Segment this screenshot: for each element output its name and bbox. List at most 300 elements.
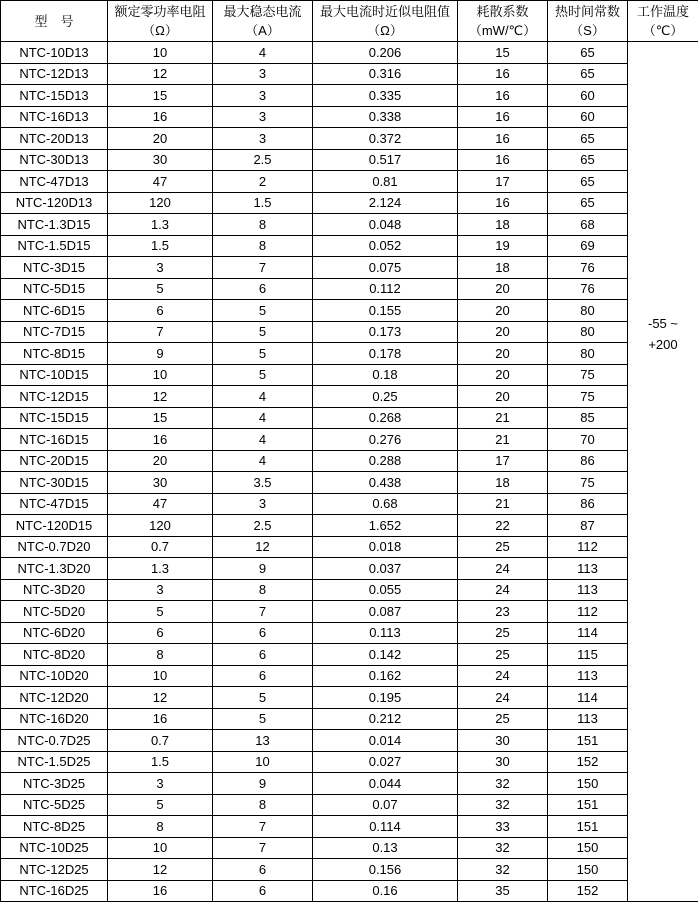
cell-rated-zero-power-resistance: 20 [108, 128, 213, 150]
cell-thermal-time-constant: 151 [548, 730, 628, 752]
cell-approx-resistance-at-max-current: 0.517 [313, 149, 458, 171]
cell-dissipation-coefficient: 18 [458, 257, 548, 279]
cell-model: NTC-16D25 [1, 880, 108, 902]
cell-rated-zero-power-resistance: 10 [108, 837, 213, 859]
cell-rated-zero-power-resistance: 12 [108, 687, 213, 709]
header-cell-rated-zero-power-resistance [108, 1, 213, 42]
header-unit: （S） [570, 23, 605, 38]
cell-thermal-time-constant: 76 [548, 278, 628, 300]
cell-model: NTC-47D15 [1, 493, 108, 515]
cell-dissipation-coefficient: 20 [458, 278, 548, 300]
cell-max-steady-state-current: 10 [213, 751, 313, 773]
cell-model: NTC-3D20 [1, 579, 108, 601]
cell-rated-zero-power-resistance: 9 [108, 343, 213, 365]
header-unit: （Ω） [142, 23, 178, 38]
cell-model: NTC-16D13 [1, 106, 108, 128]
cell-max-steady-state-current: 5 [213, 687, 313, 709]
cell-max-steady-state-current: 2.5 [213, 515, 313, 537]
cell-model: NTC-0.7D20 [1, 536, 108, 558]
cell-dissipation-coefficient: 18 [458, 214, 548, 236]
table-row [1, 472, 698, 494]
cell-thermal-time-constant: 86 [548, 450, 628, 472]
cell-max-steady-state-current: 5 [213, 364, 313, 386]
cell-model: NTC-5D15 [1, 278, 108, 300]
cell-thermal-time-constant: 113 [548, 708, 628, 730]
table-row [1, 601, 698, 623]
table-row [1, 773, 698, 795]
cell-model: NTC-10D25 [1, 837, 108, 859]
cell-rated-zero-power-resistance: 8 [108, 644, 213, 666]
cell-thermal-time-constant: 113 [548, 665, 628, 687]
cell-approx-resistance-at-max-current: 0.173 [313, 321, 458, 343]
table-row [1, 708, 698, 730]
cell-rated-zero-power-resistance: 12 [108, 386, 213, 408]
cell-rated-zero-power-resistance: 5 [108, 278, 213, 300]
cell-max-steady-state-current: 9 [213, 558, 313, 580]
cell-rated-zero-power-resistance: 5 [108, 794, 213, 816]
cell-max-steady-state-current: 7 [213, 257, 313, 279]
table-row [1, 63, 698, 85]
cell-dissipation-coefficient: 20 [458, 300, 548, 322]
cell-rated-zero-power-resistance: 1.3 [108, 558, 213, 580]
table-row [1, 493, 698, 515]
table-row [1, 816, 698, 838]
cell-max-steady-state-current: 5 [213, 708, 313, 730]
cell-approx-resistance-at-max-current: 0.162 [313, 665, 458, 687]
cell-max-steady-state-current: 12 [213, 536, 313, 558]
cell-thermal-time-constant: 76 [548, 257, 628, 279]
cell-model: NTC-12D20 [1, 687, 108, 709]
cell-model: NTC-12D13 [1, 63, 108, 85]
cell-rated-zero-power-resistance: 16 [108, 106, 213, 128]
cell-max-steady-state-current: 13 [213, 730, 313, 752]
cell-rated-zero-power-resistance: 120 [108, 515, 213, 537]
cell-model: NTC-6D15 [1, 300, 108, 322]
cell-thermal-time-constant: 65 [548, 171, 628, 193]
cell-approx-resistance-at-max-current: 0.268 [313, 407, 458, 429]
cell-approx-resistance-at-max-current: 0.438 [313, 472, 458, 494]
cell-approx-resistance-at-max-current: 0.014 [313, 730, 458, 752]
table-row [1, 859, 698, 881]
table-row [1, 364, 698, 386]
cell-approx-resistance-at-max-current: 0.156 [313, 859, 458, 881]
cell-model: NTC-10D13 [1, 42, 108, 64]
header-cell-approx-resistance-at-max-current [313, 1, 458, 42]
cell-thermal-time-constant: 65 [548, 42, 628, 64]
table-row [1, 106, 698, 128]
cell-model: NTC-12D25 [1, 859, 108, 881]
cell-rated-zero-power-resistance: 8 [108, 816, 213, 838]
header-title: 型 号 [34, 13, 74, 29]
cell-rated-zero-power-resistance: 0.7 [108, 730, 213, 752]
cell-model: NTC-20D13 [1, 128, 108, 150]
cell-max-steady-state-current: 5 [213, 300, 313, 322]
cell-max-steady-state-current: 4 [213, 450, 313, 472]
cell-model: NTC-47D13 [1, 171, 108, 193]
cell-max-steady-state-current: 3 [213, 85, 313, 107]
table-row [1, 751, 698, 773]
cell-dissipation-coefficient: 20 [458, 321, 548, 343]
cell-max-steady-state-current: 8 [213, 794, 313, 816]
cell-dissipation-coefficient: 16 [458, 106, 548, 128]
cell-operating-temperature [628, 42, 698, 902]
operating-temperature-line: -55 ~ [648, 316, 678, 331]
cell-thermal-time-constant: 113 [548, 558, 628, 580]
cell-model: NTC-3D15 [1, 257, 108, 279]
cell-model: NTC-5D20 [1, 601, 108, 623]
cell-model: NTC-7D15 [1, 321, 108, 343]
cell-rated-zero-power-resistance: 6 [108, 300, 213, 322]
cell-approx-resistance-at-max-current: 0.372 [313, 128, 458, 150]
cell-rated-zero-power-resistance: 3 [108, 579, 213, 601]
table-row [1, 536, 698, 558]
header-title: 最大电流时近似电阻值 [319, 4, 450, 19]
cell-rated-zero-power-resistance: 15 [108, 85, 213, 107]
cell-dissipation-coefficient: 25 [458, 536, 548, 558]
cell-thermal-time-constant: 65 [548, 149, 628, 171]
cell-model: NTC-8D25 [1, 816, 108, 838]
cell-rated-zero-power-resistance: 10 [108, 665, 213, 687]
cell-dissipation-coefficient: 22 [458, 515, 548, 537]
cell-rated-zero-power-resistance: 16 [108, 880, 213, 902]
cell-thermal-time-constant: 60 [548, 106, 628, 128]
cell-max-steady-state-current: 7 [213, 601, 313, 623]
cell-model: NTC-1.5D15 [1, 235, 108, 257]
cell-max-steady-state-current: 4 [213, 386, 313, 408]
cell-max-steady-state-current: 8 [213, 579, 313, 601]
cell-thermal-time-constant: 85 [548, 407, 628, 429]
cell-rated-zero-power-resistance: 1.5 [108, 235, 213, 257]
cell-dissipation-coefficient: 20 [458, 386, 548, 408]
cell-dissipation-coefficient: 24 [458, 558, 548, 580]
header-cell-operating-temperature [628, 1, 698, 42]
cell-thermal-time-constant: 68 [548, 214, 628, 236]
cell-max-steady-state-current: 6 [213, 859, 313, 881]
cell-rated-zero-power-resistance: 47 [108, 493, 213, 515]
cell-dissipation-coefficient: 24 [458, 579, 548, 601]
cell-thermal-time-constant: 151 [548, 794, 628, 816]
cell-rated-zero-power-resistance: 47 [108, 171, 213, 193]
header-title: 工作温度 [636, 4, 689, 19]
cell-thermal-time-constant: 114 [548, 622, 628, 644]
cell-approx-resistance-at-max-current: 0.25 [313, 386, 458, 408]
table-row [1, 300, 698, 322]
cell-dissipation-coefficient: 30 [458, 730, 548, 752]
cell-max-steady-state-current: 3 [213, 106, 313, 128]
cell-dissipation-coefficient: 33 [458, 816, 548, 838]
cell-dissipation-coefficient: 21 [458, 493, 548, 515]
table-row [1, 214, 698, 236]
cell-approx-resistance-at-max-current: 0.81 [313, 171, 458, 193]
cell-rated-zero-power-resistance: 5 [108, 601, 213, 623]
table-row [1, 321, 698, 343]
cell-approx-resistance-at-max-current: 2.124 [313, 192, 458, 214]
table-row [1, 622, 698, 644]
cell-model: NTC-15D13 [1, 85, 108, 107]
cell-dissipation-coefficient: 18 [458, 472, 548, 494]
cell-dissipation-coefficient: 23 [458, 601, 548, 623]
cell-model: NTC-1.3D20 [1, 558, 108, 580]
cell-thermal-time-constant: 70 [548, 429, 628, 451]
cell-approx-resistance-at-max-current: 0.114 [313, 816, 458, 838]
cell-model: NTC-3D25 [1, 773, 108, 795]
cell-max-steady-state-current: 9 [213, 773, 313, 795]
operating-temperature-line: +200 [648, 337, 678, 352]
cell-approx-resistance-at-max-current: 0.18 [313, 364, 458, 386]
cell-rated-zero-power-resistance: 30 [108, 149, 213, 171]
cell-thermal-time-constant: 152 [548, 880, 628, 902]
table-row [1, 407, 698, 429]
cell-approx-resistance-at-max-current: 0.037 [313, 558, 458, 580]
cell-approx-resistance-at-max-current: 0.276 [313, 429, 458, 451]
cell-model: NTC-16D15 [1, 429, 108, 451]
cell-thermal-time-constant: 87 [548, 515, 628, 537]
cell-thermal-time-constant: 113 [548, 579, 628, 601]
cell-model: NTC-12D15 [1, 386, 108, 408]
cell-dissipation-coefficient: 19 [458, 235, 548, 257]
cell-dissipation-coefficient: 25 [458, 622, 548, 644]
cell-model: NTC-20D15 [1, 450, 108, 472]
table-row [1, 343, 698, 365]
cell-rated-zero-power-resistance: 3 [108, 773, 213, 795]
cell-dissipation-coefficient: 16 [458, 128, 548, 150]
header-title: 最大稳态电流 [223, 4, 302, 19]
cell-approx-resistance-at-max-current: 0.338 [313, 106, 458, 128]
table-row [1, 579, 698, 601]
header-title: 额定零功率电阻 [114, 4, 206, 19]
cell-rated-zero-power-resistance: 1.3 [108, 214, 213, 236]
cell-approx-resistance-at-max-current: 0.113 [313, 622, 458, 644]
cell-thermal-time-constant: 65 [548, 128, 628, 150]
cell-dissipation-coefficient: 30 [458, 751, 548, 773]
cell-max-steady-state-current: 3 [213, 63, 313, 85]
header-unit: （A） [245, 23, 280, 38]
cell-thermal-time-constant: 150 [548, 837, 628, 859]
table-body [1, 42, 698, 902]
cell-model: NTC-120D15 [1, 515, 108, 537]
cell-rated-zero-power-resistance: 10 [108, 364, 213, 386]
cell-dissipation-coefficient: 20 [458, 364, 548, 386]
cell-model: NTC-120D13 [1, 192, 108, 214]
cell-rated-zero-power-resistance: 15 [108, 407, 213, 429]
cell-rated-zero-power-resistance: 1.5 [108, 751, 213, 773]
cell-approx-resistance-at-max-current: 0.018 [313, 536, 458, 558]
cell-dissipation-coefficient: 17 [458, 171, 548, 193]
cell-max-steady-state-current: 6 [213, 278, 313, 300]
cell-approx-resistance-at-max-current: 0.052 [313, 235, 458, 257]
cell-max-steady-state-current: 6 [213, 880, 313, 902]
cell-thermal-time-constant: 112 [548, 536, 628, 558]
table-row [1, 794, 698, 816]
table-row [1, 429, 698, 451]
cell-max-steady-state-current: 3 [213, 128, 313, 150]
cell-model: NTC-10D15 [1, 364, 108, 386]
cell-max-steady-state-current: 5 [213, 343, 313, 365]
cell-approx-resistance-at-max-current: 0.16 [313, 880, 458, 902]
cell-max-steady-state-current: 3 [213, 493, 313, 515]
cell-approx-resistance-at-max-current: 0.155 [313, 300, 458, 322]
cell-thermal-time-constant: 152 [548, 751, 628, 773]
cell-thermal-time-constant: 112 [548, 601, 628, 623]
cell-max-steady-state-current: 7 [213, 816, 313, 838]
header-cell-thermal-time-constant [548, 1, 628, 42]
cell-rated-zero-power-resistance: 6 [108, 622, 213, 644]
cell-rated-zero-power-resistance: 3 [108, 257, 213, 279]
cell-dissipation-coefficient: 21 [458, 429, 548, 451]
cell-dissipation-coefficient: 16 [458, 85, 548, 107]
table-row [1, 42, 698, 64]
table-row [1, 171, 698, 193]
cell-max-steady-state-current: 4 [213, 407, 313, 429]
cell-rated-zero-power-resistance: 16 [108, 708, 213, 730]
cell-dissipation-coefficient: 17 [458, 450, 548, 472]
header-unit: （mW/℃） [468, 23, 537, 38]
table-row [1, 85, 698, 107]
cell-dissipation-coefficient: 16 [458, 63, 548, 85]
table-header [1, 1, 698, 42]
cell-dissipation-coefficient: 25 [458, 644, 548, 666]
cell-approx-resistance-at-max-current: 0.07 [313, 794, 458, 816]
cell-approx-resistance-at-max-current: 0.142 [313, 644, 458, 666]
cell-approx-resistance-at-max-current: 0.178 [313, 343, 458, 365]
cell-approx-resistance-at-max-current: 0.335 [313, 85, 458, 107]
cell-approx-resistance-at-max-current: 0.044 [313, 773, 458, 795]
cell-model: NTC-1.3D15 [1, 214, 108, 236]
cell-rated-zero-power-resistance: 20 [108, 450, 213, 472]
cell-approx-resistance-at-max-current: 0.206 [313, 42, 458, 64]
table-row [1, 235, 698, 257]
cell-model: NTC-1.5D25 [1, 751, 108, 773]
cell-thermal-time-constant: 114 [548, 687, 628, 709]
cell-dissipation-coefficient: 25 [458, 708, 548, 730]
table-row [1, 450, 698, 472]
cell-rated-zero-power-resistance: 7 [108, 321, 213, 343]
cell-model: NTC-16D20 [1, 708, 108, 730]
cell-max-steady-state-current: 5 [213, 321, 313, 343]
cell-dissipation-coefficient: 32 [458, 773, 548, 795]
table-row [1, 386, 698, 408]
cell-thermal-time-constant: 150 [548, 859, 628, 881]
cell-thermal-time-constant: 69 [548, 235, 628, 257]
cell-model: NTC-0.7D25 [1, 730, 108, 752]
cell-max-steady-state-current: 8 [213, 214, 313, 236]
table-row [1, 730, 698, 752]
cell-thermal-time-constant: 75 [548, 472, 628, 494]
header-cell-max-steady-state-current [213, 1, 313, 42]
cell-dissipation-coefficient: 20 [458, 343, 548, 365]
cell-approx-resistance-at-max-current: 0.68 [313, 493, 458, 515]
cell-thermal-time-constant: 65 [548, 63, 628, 85]
cell-dissipation-coefficient: 32 [458, 794, 548, 816]
header-cell-model [1, 1, 108, 42]
table-row [1, 278, 698, 300]
cell-model: NTC-8D20 [1, 644, 108, 666]
table-row [1, 837, 698, 859]
cell-model: NTC-10D20 [1, 665, 108, 687]
cell-thermal-time-constant: 80 [548, 343, 628, 365]
cell-model: NTC-8D15 [1, 343, 108, 365]
cell-max-steady-state-current: 7 [213, 837, 313, 859]
cell-dissipation-coefficient: 32 [458, 837, 548, 859]
cell-dissipation-coefficient: 16 [458, 149, 548, 171]
cell-dissipation-coefficient: 24 [458, 687, 548, 709]
cell-max-steady-state-current: 1.5 [213, 192, 313, 214]
cell-approx-resistance-at-max-current: 0.13 [313, 837, 458, 859]
header-title: 热时间常数 [554, 4, 620, 19]
cell-dissipation-coefficient: 21 [458, 407, 548, 429]
header-unit: （Ω） [367, 23, 403, 38]
table-row [1, 257, 698, 279]
cell-max-steady-state-current: 6 [213, 665, 313, 687]
cell-model: NTC-30D13 [1, 149, 108, 171]
cell-model: NTC-30D15 [1, 472, 108, 494]
cell-rated-zero-power-resistance: 12 [108, 63, 213, 85]
cell-rated-zero-power-resistance: 0.7 [108, 536, 213, 558]
cell-thermal-time-constant: 150 [548, 773, 628, 795]
cell-max-steady-state-current: 2.5 [213, 149, 313, 171]
cell-max-steady-state-current: 8 [213, 235, 313, 257]
header-unit: （℃） [642, 23, 684, 38]
cell-max-steady-state-current: 4 [213, 429, 313, 451]
cell-approx-resistance-at-max-current: 1.652 [313, 515, 458, 537]
cell-max-steady-state-current: 3.5 [213, 472, 313, 494]
header-cell-dissipation-coefficient [458, 1, 548, 42]
cell-dissipation-coefficient: 24 [458, 665, 548, 687]
cell-max-steady-state-current: 4 [213, 42, 313, 64]
cell-approx-resistance-at-max-current: 0.195 [313, 687, 458, 709]
cell-approx-resistance-at-max-current: 0.112 [313, 278, 458, 300]
cell-max-steady-state-current: 2 [213, 171, 313, 193]
cell-dissipation-coefficient: 15 [458, 42, 548, 64]
table-row [1, 644, 698, 666]
cell-thermal-time-constant: 115 [548, 644, 628, 666]
cell-dissipation-coefficient: 16 [458, 192, 548, 214]
table-row [1, 880, 698, 902]
cell-thermal-time-constant: 80 [548, 321, 628, 343]
cell-max-steady-state-current: 6 [213, 644, 313, 666]
cell-approx-resistance-at-max-current: 0.212 [313, 708, 458, 730]
cell-thermal-time-constant: 86 [548, 493, 628, 515]
cell-approx-resistance-at-max-current: 0.087 [313, 601, 458, 623]
table-row [1, 515, 698, 537]
table-row [1, 192, 698, 214]
cell-thermal-time-constant: 151 [548, 816, 628, 838]
cell-thermal-time-constant: 65 [548, 192, 628, 214]
cell-approx-resistance-at-max-current: 0.027 [313, 751, 458, 773]
cell-model: NTC-6D20 [1, 622, 108, 644]
header-title: 耗散系数 [476, 4, 529, 19]
cell-rated-zero-power-resistance: 16 [108, 429, 213, 451]
cell-approx-resistance-at-max-current: 0.075 [313, 257, 458, 279]
cell-thermal-time-constant: 80 [548, 300, 628, 322]
cell-rated-zero-power-resistance: 10 [108, 42, 213, 64]
cell-rated-zero-power-resistance: 30 [108, 472, 213, 494]
cell-thermal-time-constant: 75 [548, 364, 628, 386]
cell-approx-resistance-at-max-current: 0.288 [313, 450, 458, 472]
table-row [1, 558, 698, 580]
cell-dissipation-coefficient: 35 [458, 880, 548, 902]
cell-max-steady-state-current: 6 [213, 622, 313, 644]
cell-dissipation-coefficient: 32 [458, 859, 548, 881]
cell-rated-zero-power-resistance: 120 [108, 192, 213, 214]
cell-thermal-time-constant: 60 [548, 85, 628, 107]
table-row [1, 665, 698, 687]
header-row [1, 1, 698, 42]
table-row [1, 687, 698, 709]
cell-approx-resistance-at-max-current: 0.316 [313, 63, 458, 85]
cell-model: NTC-15D15 [1, 407, 108, 429]
table-row [1, 149, 698, 171]
